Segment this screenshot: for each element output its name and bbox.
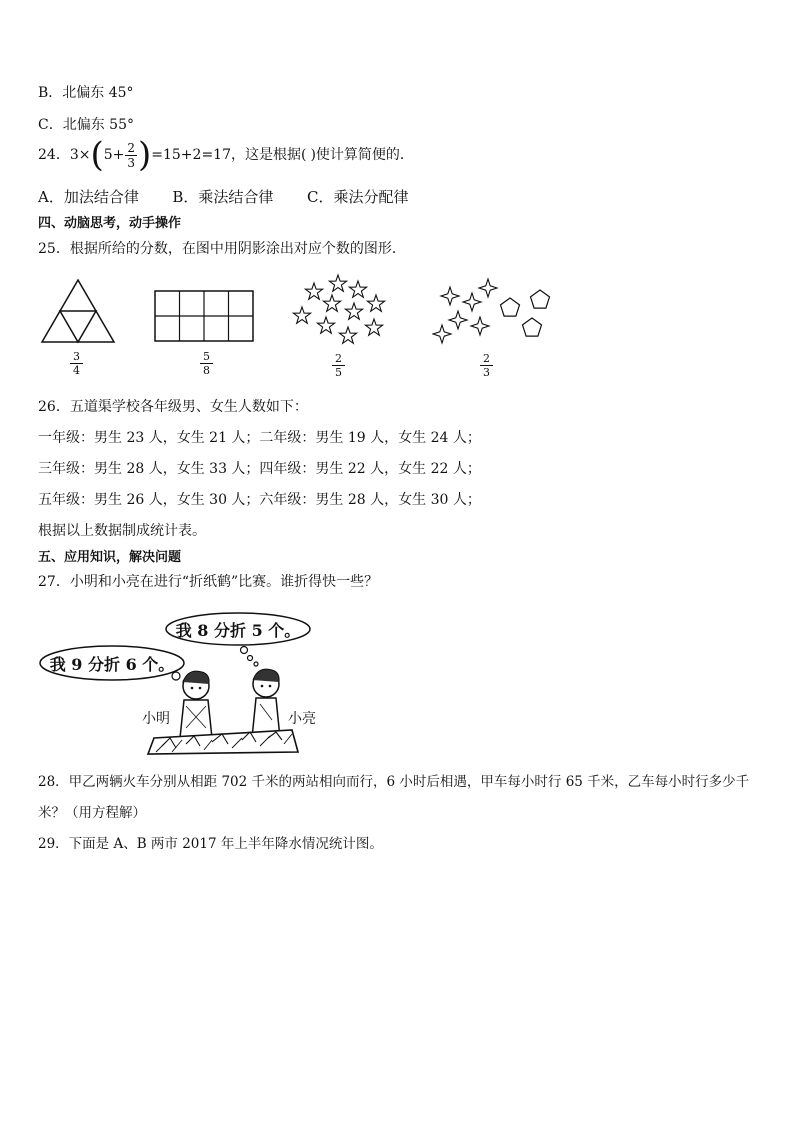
section-5-title: 五、应用知识，解决问题 <box>38 550 182 565</box>
star-icon <box>305 283 322 299</box>
q24-question <box>38 135 414 175</box>
sparkle-star-icon <box>479 279 497 297</box>
section-4-title: 四、动脑思考，动手操作 <box>38 216 182 231</box>
q24-after-blank: )使计算简便的． <box>310 147 414 163</box>
stars-fraction <box>332 352 345 379</box>
q28-line1: 28．甲乙两辆火车分别从相距 702 千米的两站相向而行，6 小时后相遇，甲车每小时行 65 千米，乙车每小时行多少千 <box>38 774 750 790</box>
q23-option-c: C．北偏东 55° <box>38 117 134 133</box>
q26-instruction: 根据以上数据制成统计表。 <box>38 523 206 539</box>
sparkle-star-icon <box>449 311 467 329</box>
right-paren-glyph: ) <box>138 135 152 175</box>
grid-fraction <box>200 350 213 377</box>
bubble-right-text: 我 8 分折 5 个。 <box>175 620 301 640</box>
q23-option-b: B．北偏东 45° <box>38 85 134 101</box>
q24-number: 24．3× <box>38 147 91 163</box>
grid-rectangle-figure <box>154 290 254 342</box>
pentagon-icon <box>531 290 550 308</box>
star-icon <box>293 307 310 323</box>
fraction-denominator: 5 <box>335 366 342 379</box>
q24-option-a: A．加法结合律 <box>38 188 139 206</box>
fraction-numerator: 3 <box>70 350 83 364</box>
q26-intro: 26．五道渠学校各年级男、女生人数如下： <box>38 399 308 415</box>
fraction-denominator: 4 <box>73 364 80 377</box>
star-icon <box>365 319 382 335</box>
sparkle-star-icon <box>441 287 459 305</box>
fraction-numerator: 2 <box>127 140 135 155</box>
q24-after-expr: =15+2=17，这是根据( <box>151 147 307 163</box>
left-paren-glyph: ( <box>90 135 104 175</box>
q27-question: 27．小明和小亮在进行“折纸鹤”比赛。谁折得快一些？ <box>38 574 379 590</box>
sparkle-star-icon <box>463 293 481 311</box>
boy-left-figure <box>180 671 212 738</box>
fraction-numerator: 2 <box>480 352 493 366</box>
star-icon <box>317 317 334 333</box>
table-with-paper-cranes <box>148 730 298 754</box>
bubble-left-text: 我 9 分折 6 个。 <box>49 654 175 674</box>
q24-option-b: B．乘法结合律 <box>172 188 274 206</box>
fraction-denominator: 3 <box>483 366 490 379</box>
star-icon <box>345 303 362 319</box>
q24-fraction <box>125 141 137 170</box>
q29-question: 29．下面是 A、B 两市 2017 年上半年降水情况统计图。 <box>38 836 383 852</box>
star-icon <box>339 327 356 343</box>
sparkle-star-icon <box>433 325 451 343</box>
star-icon <box>329 275 346 291</box>
q24-inner: 5+ <box>103 147 125 163</box>
fraction-denominator: 3 <box>127 155 135 170</box>
sparkle-star-icon <box>471 317 489 335</box>
pentagon-icon <box>523 318 542 336</box>
q26-row: 三年级：男生 28 人，女生 33 人；四年级：男生 22 人，女生 22 人； <box>38 461 481 477</box>
fraction-numerator: 5 <box>200 350 213 364</box>
stars-figure <box>288 270 392 350</box>
name-xiaoliang: 小亮 <box>288 711 316 727</box>
stars-pentagons-figure <box>432 276 558 348</box>
boy-right-figure <box>252 669 280 738</box>
name-xiaoming: 小明 <box>142 711 170 727</box>
q25-question: 25．根据所给的分数，在图中用阴影涂出对应个数的图形． <box>38 241 406 257</box>
triangle-fraction <box>70 350 83 377</box>
q26-row: 一年级：男生 23 人，女生 21 人；二年级：男生 19 人，女生 24 人； <box>38 430 481 446</box>
q24-options <box>38 186 408 207</box>
stars-pentagons-fraction <box>480 352 493 379</box>
pentagon-icon <box>501 298 520 316</box>
fraction-denominator: 8 <box>203 364 210 377</box>
q26-row: 五年级：男生 26 人，女生 30 人；六年级：男生 28 人，女生 30 人； <box>38 492 481 508</box>
q24-option-c: C．乘法分配律 <box>307 188 409 206</box>
q28-line2: 米？（用方程解） <box>38 805 146 821</box>
star-icon <box>323 295 340 311</box>
star-icon <box>367 295 384 311</box>
star-icon <box>349 281 366 297</box>
triangle-figure <box>40 278 116 344</box>
fraction-numerator: 2 <box>332 352 345 366</box>
